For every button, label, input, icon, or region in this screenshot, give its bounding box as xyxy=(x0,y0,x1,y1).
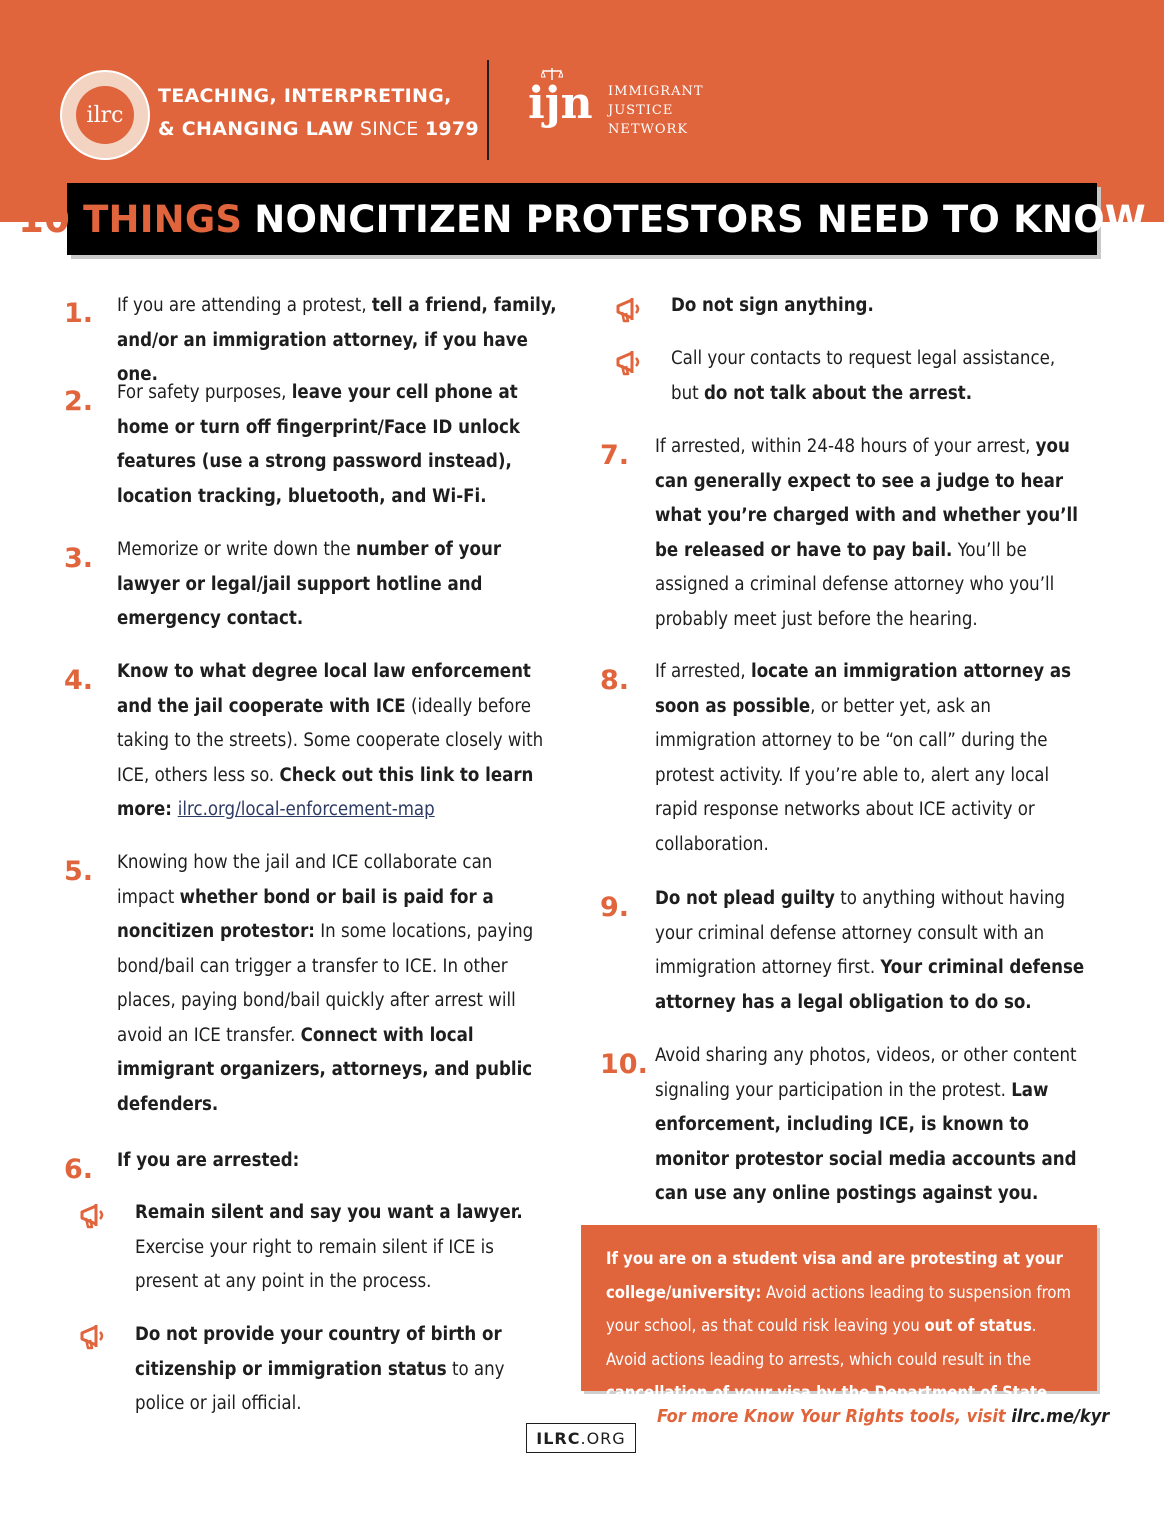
item-text xyxy=(655,655,1085,862)
megaphone-icon xyxy=(614,296,646,324)
body-text: You’ll be assigned a criminal defense attorney who you’ll probably meet just before the hearing. xyxy=(655,539,1055,630)
header-divider xyxy=(487,60,489,160)
ijn-name xyxy=(608,82,704,139)
bold-text: Law enforcement, including ICE, is known to monitor protestor social media accounts and can use any online postings against you. xyxy=(655,1079,1077,1204)
title-accent: 10 THINGS xyxy=(18,197,243,241)
ijn-line-1: IMMIGRANT xyxy=(608,84,704,99)
bullet-text xyxy=(671,289,1091,324)
item-number: 5. xyxy=(64,856,94,887)
item-text xyxy=(655,882,1095,1020)
tagline-part-a: & xyxy=(158,118,182,140)
item-text xyxy=(117,1144,565,1179)
item-text xyxy=(117,846,542,1122)
body-text: If you are attending a protest, xyxy=(117,295,372,316)
item-number: 4. xyxy=(64,665,94,696)
body-text: In some locations, paying bond/bail can trigger a transfer to ICE. In other places, paying bond/bail quickly after arrest will avoid an ICE transfer. xyxy=(117,921,534,1046)
item-number: 8. xyxy=(600,665,630,696)
bold-text: do not talk about the arrest. xyxy=(703,382,973,404)
page-title xyxy=(18,183,1146,255)
ijn-line-3: NETWORK xyxy=(608,122,689,137)
tagline-line-2 xyxy=(158,113,479,146)
bullet-text xyxy=(671,342,1086,411)
body-text: Exercise your right to remain silent if ICE is present at any point in the process. xyxy=(135,1236,494,1292)
item-number: 2. xyxy=(64,386,94,417)
item-number: 3. xyxy=(64,543,94,574)
tagline-part-c: SINCE xyxy=(353,118,425,140)
bold-text: Do not sign anything. xyxy=(671,295,874,316)
bold-text: Do not plead guilty xyxy=(655,888,835,909)
body-text: If arrested, xyxy=(655,661,752,682)
body-text: Avoid sharing any photos, videos, or other content signaling your participation in the protest. xyxy=(655,1045,1077,1101)
item-text xyxy=(655,1039,1100,1212)
item-number: 1. xyxy=(64,298,94,329)
bold-text: number of your lawyer or legal/jail support hotline and emergency contact. xyxy=(117,539,502,629)
body-text: to anything without having your criminal defense attorney consult with an immigration attorney first. xyxy=(655,888,1066,978)
bullet-text xyxy=(135,1318,550,1422)
bold-text: Connect with local immigrant organizers, attorneys, and public defenders. xyxy=(117,1024,533,1115)
bold-text: leave your cell phone at home or turn off fingerprint/Face ID unlock features (use a strong password instead), location tracking, bluetooth, and Wi-Fi. xyxy=(117,382,520,507)
body-text: Call your contacts to request legal assistance, but xyxy=(671,348,1056,404)
footer-more-tools xyxy=(657,1406,1109,1427)
bold-text: you can generally expect to see a judge to hear what you’re charged with and whether you’ll be released or have to pay bail. xyxy=(655,436,1078,561)
bold-text: out of status xyxy=(924,1316,1032,1335)
bold-text: cancellation of your visa by the Department of State. xyxy=(606,1383,1053,1402)
item-text xyxy=(655,430,1100,637)
body-text: , or better yet, ask an immigration attorney to be “on call” during the protest activity. If you’re able to, alert any local rapid response networks about ICE activity or collaboration. xyxy=(655,695,1050,855)
title-rest: NONCITIZEN PROTESTORS NEED TO KNOW xyxy=(254,197,1146,241)
bold-text: Your criminal defense attorney has a legal obligation to do so. xyxy=(655,957,1085,1013)
bold-text: If you are arrested: xyxy=(117,1150,300,1171)
bold-text: Check out this link to learn more: xyxy=(117,764,534,820)
bold-text: whether bond or bail is paid for a noncitizen protestor: xyxy=(117,886,494,942)
body-text: . Avoid actions leading to arrests, which could result in the xyxy=(606,1316,1037,1369)
ilrc-logo-text: ilrc xyxy=(76,86,134,144)
body-text: Avoid actions leading to suspension from your school, as that could risk leaving you xyxy=(606,1282,1071,1335)
bold-text: locate an immigration attorney as soon as possible xyxy=(655,661,1072,717)
body-text: (ideally before taking to the streets). Some cooperate closely with ICE, others less so. xyxy=(117,695,544,786)
tagline-part-b: CHANGING LAW xyxy=(181,118,354,140)
site-badge-bold: ILRC xyxy=(536,1428,581,1448)
ijn-line-2: JUSTICE xyxy=(608,103,674,118)
footer-link[interactable]: ilrc.me/kyr xyxy=(1011,1406,1110,1427)
tagline-line-1: TEACHING, INTERPRETING, xyxy=(158,85,452,107)
megaphone-icon xyxy=(78,1323,110,1351)
bullet-text xyxy=(135,1196,545,1300)
tagline xyxy=(158,80,479,146)
body-text: to any police or jail official. xyxy=(135,1358,505,1414)
megaphone-icon xyxy=(614,349,646,377)
ilrc-logo xyxy=(60,70,150,160)
student-visa-callout xyxy=(581,1225,1097,1402)
footer-prefix: For more Know Your Rights tools, visit xyxy=(657,1406,1012,1427)
item-text xyxy=(117,376,565,514)
item-number: 7. xyxy=(600,440,630,471)
body-text: If arrested, within 24-48 hours of your arrest, xyxy=(655,436,1036,457)
callout-text xyxy=(606,1242,1076,1410)
item-text xyxy=(117,655,557,828)
body-text: For safety purposes, xyxy=(117,382,292,403)
site-badge[interactable] xyxy=(526,1423,636,1453)
item-number: 6. xyxy=(64,1154,94,1185)
ijn-logo: ijn xyxy=(528,78,593,129)
bold-text: If you are on a student visa and are protesting at your college/university: xyxy=(606,1249,1063,1302)
body-text: Knowing how the jail and ICE collaborate can impact xyxy=(117,852,493,908)
item-number: 9. xyxy=(600,892,630,923)
enforcement-map-link[interactable]: ilrc.org/local-enforcement-map xyxy=(177,799,435,820)
item-text xyxy=(117,533,565,637)
bold-text: Know to what degree local law enforcement and the jail cooperate with ICE xyxy=(117,661,531,717)
bold-text: Do not provide your country of birth or citizenship or immigration status xyxy=(135,1324,502,1380)
bold-text: Remain silent and say you want a lawyer. xyxy=(135,1202,523,1223)
site-badge-rest: .ORG xyxy=(580,1428,626,1448)
body-text: Memorize or write down the xyxy=(117,539,356,560)
bold-text: tell a friend, family, and/or an immigration attorney, if you have one. xyxy=(117,295,557,385)
item-number: 10. xyxy=(600,1049,648,1080)
megaphone-icon xyxy=(78,1202,110,1230)
tagline-part-d: 1979 xyxy=(424,118,479,140)
